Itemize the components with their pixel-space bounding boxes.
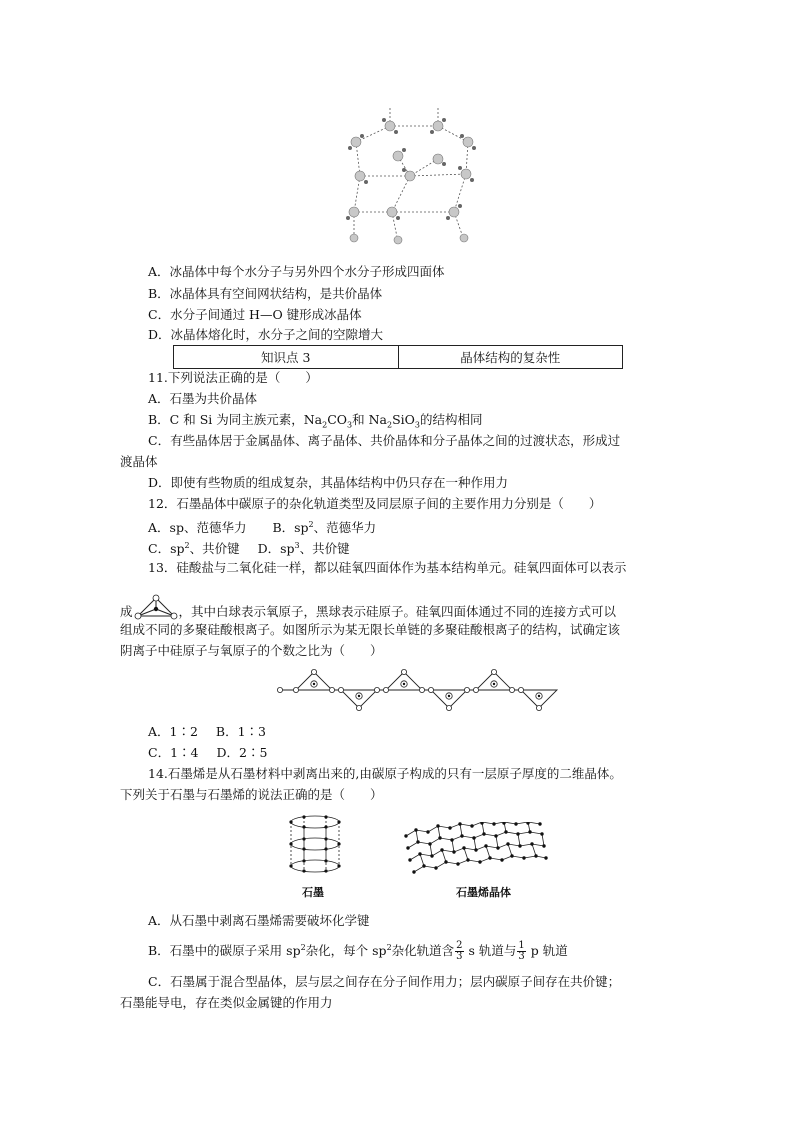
fraction-two-thirds: $\frac{2}{3}$ <box>456 940 463 963</box>
q14-option-a: A．从石墨中剥离石墨烯需要破坏化学键 <box>148 913 370 928</box>
q13-line2: 成 ，其中白球表示氧原子，黑球表示硅原子。硅氧四面体通过不同的连接方式可以 <box>120 594 680 622</box>
q13-options-cd <box>148 743 267 763</box>
graphene-figure <box>402 822 548 874</box>
ice-crystal-figure <box>338 104 488 250</box>
q10-option-c: C．水分子间通过 H—O 键形成冰晶体 <box>148 307 362 322</box>
q11-stem: 11.下列说法正确的是（ ） <box>148 370 318 385</box>
q11-option-d: D．即使有些物质的组成复杂，其晶体结构中仍只存在一种作用力 <box>148 475 509 490</box>
q11-option-c-line2: 渡晶体 <box>120 454 158 469</box>
q11-option-c-line1: C．有些晶体居于金属晶体、离子晶体、共价晶体和分子晶体之间的过渡状态，形成过 <box>148 433 621 448</box>
graphite-caption: 石墨 <box>302 886 324 899</box>
q12-stem: 12．石墨晶体中碳原子的杂化轨道类型及同层原子间的主要作用力分别是（ ） <box>148 496 602 511</box>
q13-option-a: A．1∶2 <box>148 724 198 739</box>
graphene-caption: 石墨烯晶体 <box>456 886 511 899</box>
q14-option-c-line1: C．石墨属于混合型晶体，层与层之间存在分子间作用力；层内碳原子间存在共价键； <box>148 974 621 989</box>
q12-option-a: A．sp、范德华力 <box>148 520 247 536</box>
knowledge-point-label: 知识点 3 <box>261 350 311 365</box>
q13-line3: 组成不同的多聚硅酸根离子。如图所示为某无限长单链的多聚硅酸根离子的结构，试确定该 <box>120 622 621 637</box>
knowledge-point-table <box>173 345 623 369</box>
q13-option-b: B．1∶3 <box>215 724 267 739</box>
q10-option-b: B．冰晶体具有空间网状结构，是共价晶体 <box>148 286 383 301</box>
q13-line1: 13．硅酸盐与二氧化硅一样，都以硅氧四面体作为基本结构单元。硅氧四面体可以表示 <box>148 560 627 575</box>
q13-options-ab <box>148 722 266 742</box>
q11-option-a: A．石墨为共价晶体 <box>148 391 258 406</box>
q14-option-b: B．石墨中的碳原子采用 $sp^2$杂化，每个 $sp^2$杂化轨道含 $\frac{2}{3}$ s 轨道与 $\frac{1}{3}$ p 轨道 <box>148 940 568 963</box>
q10-option-a: A．冰晶体中每个水分子与另外四个水分子形成四面体 <box>148 264 445 279</box>
q12-option-c: C．$sp^2$、共价键 <box>148 541 240 557</box>
tetrahedron-icon <box>134 594 178 622</box>
q12-option-b: B．$sp^2$、范德华力 <box>272 520 377 536</box>
knowledge-point-topic: 晶体结构的复杂性 <box>398 346 623 368</box>
q14-line1: 14.石墨烯是从石墨材料中剥离出来的,由碳原子构成的只有一层原子厚度的二维晶体。 <box>148 766 622 781</box>
fraction-one-third: $\frac{1}{3}$ <box>518 940 525 963</box>
silicate-chain-figure <box>276 668 560 716</box>
graphite-figure <box>284 814 346 880</box>
q13-option-d: D．2∶5 <box>216 745 268 760</box>
q14-line2: 下列关于石墨与石墨烯的说法正确的是（ ） <box>120 787 383 802</box>
q10-option-d: D．冰晶体熔化时，水分子之间的空隙增大 <box>148 327 384 342</box>
q13-option-c: C．1∶4 <box>148 745 199 760</box>
q12-options-ab <box>148 515 376 538</box>
q12-option-d: D．$sp^3$、共价键 <box>257 541 350 557</box>
q13-line4: 阴离子中硅原子与氧原子的个数之比为（ ） <box>120 643 383 658</box>
q12-options-cd <box>148 536 350 559</box>
q11-option-b: B．C 和 Si 为同主族元素，$Na_2CO_3$和 $Na_2SiO_3$的结构相同 <box>148 412 483 430</box>
q14-option-c-line2: 石墨能导电，存在类似金属键的作用力 <box>120 995 333 1010</box>
